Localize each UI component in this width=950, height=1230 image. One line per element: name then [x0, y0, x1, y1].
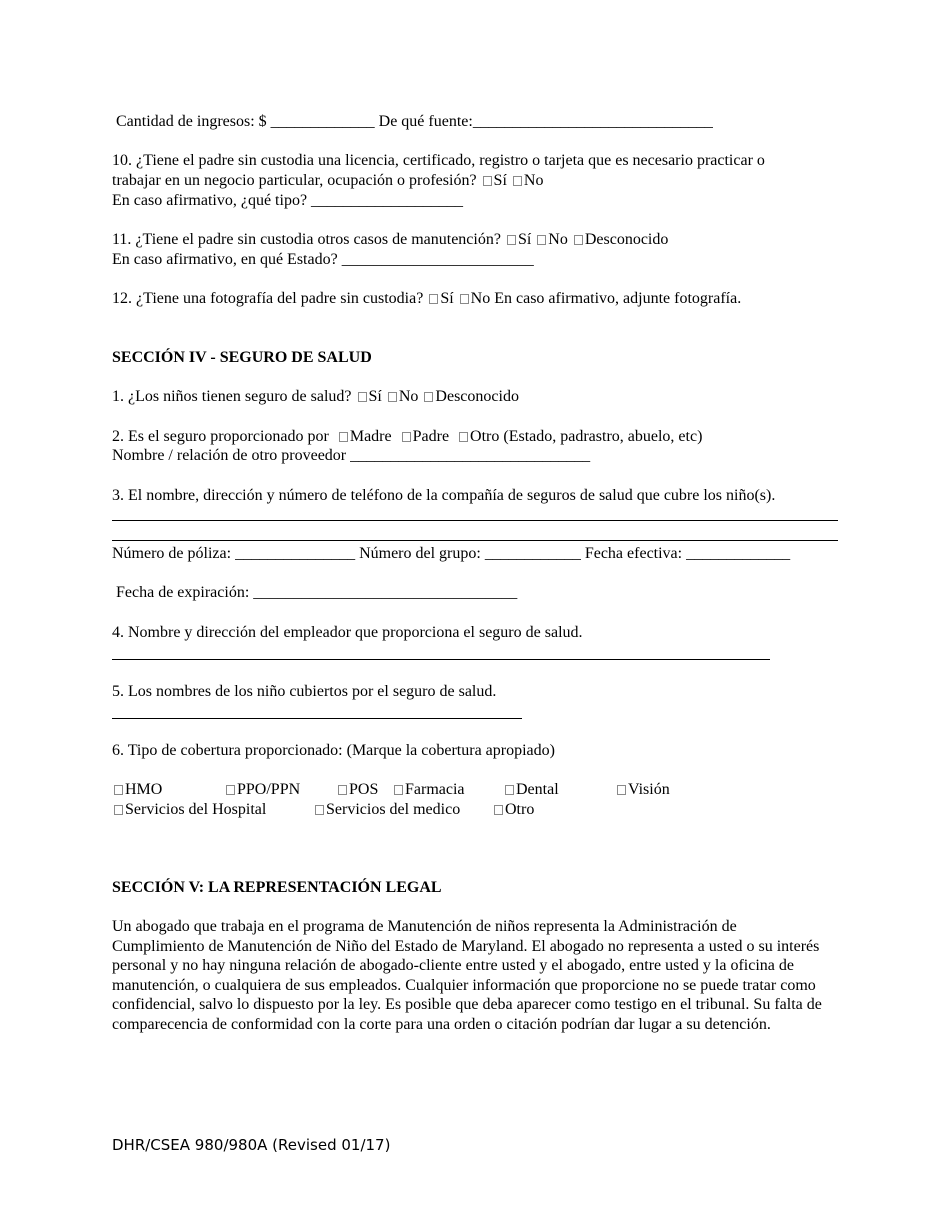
q11-no-label: No	[548, 231, 568, 248]
q11-unknown-checkbox[interactable]	[574, 235, 583, 245]
coverage-option-hospital	[112, 800, 266, 820]
form-id-footer: DHR/CSEA 980/980A (Revised 01/17)	[112, 1136, 391, 1154]
q11-no-checkbox[interactable]	[537, 235, 546, 245]
q12-yes-label: Sí	[440, 290, 454, 307]
policy-number-label: Número de póliza: _______________	[112, 545, 356, 562]
q10-no-checkbox[interactable]	[513, 176, 522, 186]
q11-question: 11. ¿Tiene el padre sin custodia otros casos de manutención?	[112, 231, 501, 248]
q12-question: 12. ¿Tiene una fotografía del padre sin custodia?	[112, 290, 424, 307]
s4-q4-blank-line[interactable]	[112, 659, 770, 660]
q12-no-label: No En caso afirmativo, adjunte fotografía.	[470, 290, 742, 307]
s4-q1-question: 1. ¿Los niños tienen seguro de salud?	[112, 388, 352, 405]
s4-q3-question: 3. El nombre, dirección y número de teléfono de la compañía de seguros de salud que cubre los niño(s).	[112, 487, 776, 504]
q10-question: trabajar en un negocio particular, ocupación o profesión?	[112, 172, 477, 189]
s4-q3-blank-line-1[interactable]	[112, 520, 838, 521]
s4-q2-father-checkbox[interactable]	[402, 432, 411, 442]
s4-q5-blank-line[interactable]	[112, 718, 522, 719]
vision-label: Visión	[628, 781, 670, 798]
coverage-option-other	[492, 800, 534, 820]
hmo-checkbox[interactable]	[114, 785, 123, 795]
q12-line	[112, 289, 741, 309]
q10-line2	[112, 171, 543, 191]
income-line	[116, 112, 713, 132]
q12-yes-checkbox[interactable]	[429, 294, 438, 304]
pharmacy-checkbox[interactable]	[394, 785, 403, 795]
q10-yes-checkbox[interactable]	[483, 176, 492, 186]
ppo-label: PPO/PPN	[237, 781, 301, 798]
pos-label: POS	[349, 781, 379, 798]
s4-q1-no-label: No	[398, 388, 419, 405]
coverage-option-ppo	[224, 780, 300, 800]
pharmacy-label: Farmacia	[405, 781, 465, 798]
coverage-option-vision	[615, 780, 670, 800]
vision-checkbox[interactable]	[617, 785, 626, 795]
coverage-option-medical	[313, 800, 460, 820]
s4-q2-question: 2. Es el seguro proporcionado por	[112, 428, 329, 445]
hospital-label: Servicios del Hospital	[125, 801, 267, 818]
section5-heading: SECCIÓN V: LA REPRESENTACIÓN LEGAL	[112, 879, 442, 896]
medical-checkbox[interactable]	[315, 805, 324, 815]
s4-q5-question: 5. Los nombres de los niño cubiertos por el seguro de salud.	[112, 683, 497, 700]
coverage-option-pharmacy	[392, 780, 465, 800]
s4-q2-other-checkbox[interactable]	[459, 432, 468, 442]
s4-q1-line	[112, 387, 519, 407]
q10-yes-label: Sí	[493, 172, 507, 189]
hmo-label: HMO	[125, 781, 163, 798]
coverage-option-dental	[503, 780, 559, 800]
s4-q2-mother-label: Madre	[349, 428, 392, 445]
coverage-option-pos	[336, 780, 378, 800]
dental-checkbox[interactable]	[505, 785, 514, 795]
s4-q1-unknown-label: Desconocido	[435, 388, 519, 405]
income-amount-label: Cantidad de ingresos: $ _____________	[116, 113, 375, 130]
pos-checkbox[interactable]	[338, 785, 347, 795]
other-coverage-checkbox[interactable]	[494, 805, 503, 815]
s4-q1-no-checkbox[interactable]	[388, 392, 397, 402]
s4-q1-unknown-checkbox[interactable]	[424, 392, 433, 402]
s4-q6-question: 6. Tipo de cobertura proporcionado: (Marque la cobertura apropiado)	[112, 742, 555, 759]
q11-followup: En caso afirmativo, en qué Estado? ________________________	[112, 251, 534, 268]
expiration-date-label: Fecha de expiración: _________________________________	[116, 584, 518, 601]
q12-no-checkbox[interactable]	[460, 294, 469, 304]
q10-line1: 10. ¿Tiene el padre sin custodia una licencia, certificado, registro o tarjeta que es necesario practicar o	[112, 152, 765, 169]
group-number-label: Número del grupo: ____________	[359, 545, 581, 562]
other-coverage-label: Otro	[505, 801, 535, 818]
section4-heading: SECCIÓN IV - SEGURO DE SALUD	[112, 349, 372, 366]
s4-q2-mother-checkbox[interactable]	[339, 432, 348, 442]
income-source-label: De qué fuente:______________________________	[378, 113, 713, 130]
q11-line	[112, 230, 668, 250]
s4-q1-yes-checkbox[interactable]	[358, 392, 367, 402]
coverage-option-hmo	[112, 780, 162, 800]
s4-q4-question: 4. Nombre y dirección del empleador que proporciona el seguro de salud.	[112, 624, 583, 641]
effective-date-label: Fecha efectiva: _____________	[584, 545, 791, 562]
s4-q3-blank-line-2[interactable]	[112, 540, 838, 541]
q11-yes-checkbox[interactable]	[507, 235, 516, 245]
legal-representation-text: Un abogado que trabaja en el programa de Manutención de niños representa la Administración de Cumplimiento de Manutención de Niño del Estado de Maryland. El abogado no representa a usted o su interés personal y no hay ninguna relación de abogado-cliente entre usted y el abogado, entre usted y la oficina de manutención, o cualquiera de sus empleados. Cualquier información que proporcione no se puede tratar como confidencial, salvo lo dispuesto por la ley. Es posible que deba aparecer como testigo en el tribunal. Su falta de comparecencia de conformidad con la corte para una orden o citación podrían dar lugar a su detención.	[112, 918, 822, 1033]
s4-q2-followup: Nombre / relación de otro proveedor ______________________________	[112, 447, 591, 464]
q11-unknown-label: Desconocido	[584, 231, 669, 248]
s4-q2-father-label: Padre	[412, 428, 450, 445]
dental-label: Dental	[516, 781, 559, 798]
hospital-checkbox[interactable]	[114, 805, 123, 815]
s4-q1-yes-label: Sí	[368, 388, 382, 405]
q10-no-label: No	[523, 172, 544, 189]
s4-q3-policy-line	[112, 544, 790, 564]
q11-yes-label: Sí	[517, 231, 532, 248]
ppo-checkbox[interactable]	[226, 785, 235, 795]
medical-label: Servicios del medico	[326, 801, 461, 818]
q10-followup: En caso afirmativo, ¿qué tipo? ___________________	[112, 192, 464, 209]
s4-q2-line	[112, 427, 702, 447]
s4-q2-other-label: Otro (Estado, padrastro, abuelo, etc)	[470, 428, 703, 445]
